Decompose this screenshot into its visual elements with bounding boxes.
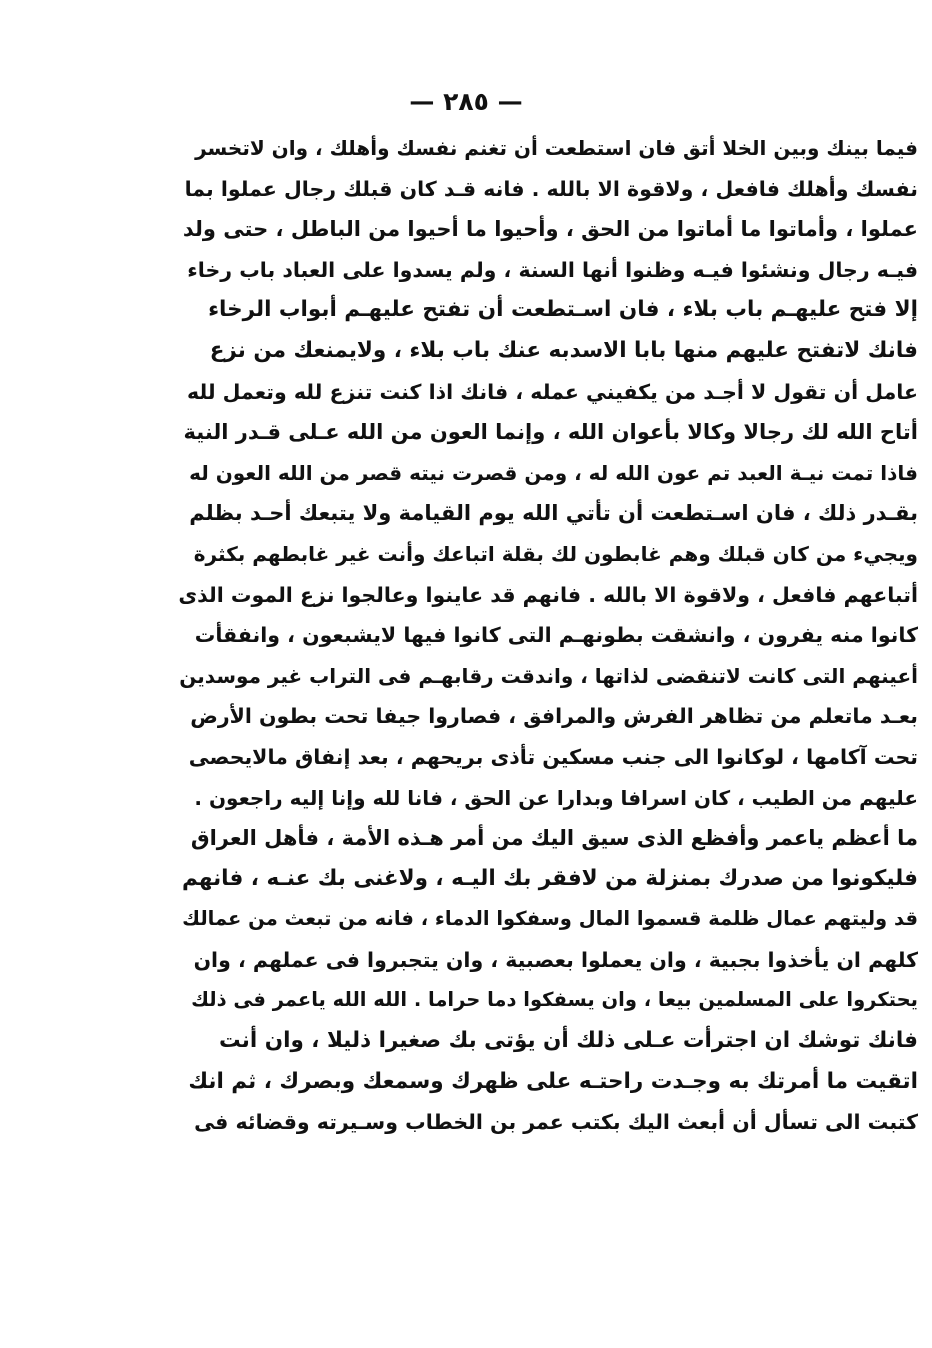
text-line: عليهم من الطيب ، كان اسرافا وبدارا عن الحق ، فانا لله وإنا إليه راجعون .: [194, 785, 918, 810]
text-line: عملوا ، وأماتوا ما أماتوا من الحق ، وأحيوا ما أحيوا من الباطل ، حتى ولد: [182, 217, 918, 242]
text-line: تحت آكامها ، لوكانوا الى جنب مسكين تأذى بريحهم ، بعد إنفاق مالايحصى: [188, 744, 918, 769]
text-line: فيـه رجال ونشئوا فيـه وظنوا أنها السنة ، ولم يسدوا على العباد باب رخاء: [187, 257, 918, 282]
text-line: كتبت الى تسأل أن أبعث اليك بكتب عمر بن الخطاب وسـيرته وقضائه فى: [194, 1110, 918, 1135]
page-number: — ٢٨٥ —: [409, 87, 523, 116]
text-line: كلهم ان يأخذوا بجبية ، وان يعملوا بعصبية ، وان يتجبروا فى عملهم ، وان: [193, 947, 918, 972]
text-line: فاذا تمت نيـة العبد تم عون الله له ، ومن قصرت نيته قصر من الله العون له: [189, 460, 918, 485]
text-line: اتقيت ما أمرتك به وجـدت راحتـه على ظهرك وسمعك وبصرك ، ثم انك: [188, 1068, 918, 1094]
text-line: فانك توشك ان اجترأت عـلى ذلك أن يؤتى بك صغيرا ذليلا ، وان أنت: [219, 1028, 918, 1054]
text-line: فليكونوا من صدرك بمنزلة من لافقر بك اليـه ، ولاغنى بك عنـه ، فانهم: [182, 865, 918, 891]
body-text: [178, 128, 918, 1143]
text-line: قد وليتهم عمال ظلمة قسموا المال وسفكوا الدماء ، فانه من تبعث من عمالك: [182, 907, 918, 931]
text-line: فيما بينك وبين الخلا أتق فان استطعت أن تغنم نفسك وأهلك ، وان لاتخسر: [195, 136, 918, 160]
text-line: ويجيء من كان قبلك وهم غابطون لك بقلة اتباعك وأنت غير غابطهم بكثرة: [193, 541, 918, 566]
text-line: نفسك وأهلك فافعل ، ولاقوة الا بالله . فانه قـد كان قبلك رجال عملوا بما: [184, 176, 918, 201]
text-line: بقـدر ذلك ، فان اسـتطعت أن تأتي الله يوم القيامة ولا يتبعك أحـد بظلم: [189, 501, 918, 526]
text-line: أتاح الله لك رجالا وكالا بأعوان الله ، وإنما العون من الله عـلى قـدر النية: [183, 420, 918, 445]
text-line: عامل أن تقول لا أجـد من يكفيني عمله ، فانك اذا كنت تنزع لله وتعمل لله: [187, 379, 918, 404]
text-line: فانك لاتفتح عليهم منها بابا الاسدبه عنك باب بلاء ، ولايمنعك من نزع: [209, 337, 918, 363]
text-line: يحتكروا على المسلمين بيعا ، وان يسفكوا دما حراما . الله الله ياعمر فى ذلك: [191, 988, 918, 1012]
text-line: أتباعهم فافعل ، ولاقوة الا بالله . فانهم قد عاينوا وعالجوا نزع الموت الذى: [178, 582, 918, 607]
text-line: بعـد ماتعلم من تظاهر الفرش والمرافق ، فصاروا جيفا تحت بطون الأرض: [190, 704, 918, 729]
text-line: كانوا منه يفرون ، وانشقت بطونهـم التى كانوا فيها لايشبعون ، وانفقأت: [194, 623, 918, 648]
text-line: ما أعظم ياعمر وأفظع الذى سيق اليك من أمر هـذه الأمة ، فأهل العراق: [190, 826, 918, 851]
text-line: إلا فتح عليهـم باب بلاء ، فان اسـتطعت أن تفتح عليهـم أبواب الرخاء: [208, 297, 918, 323]
text-line: أعينهم التى كانت لاتنقضى لذاتها ، واندقت رقابهـم فى التراب غير موسدين: [179, 663, 918, 688]
